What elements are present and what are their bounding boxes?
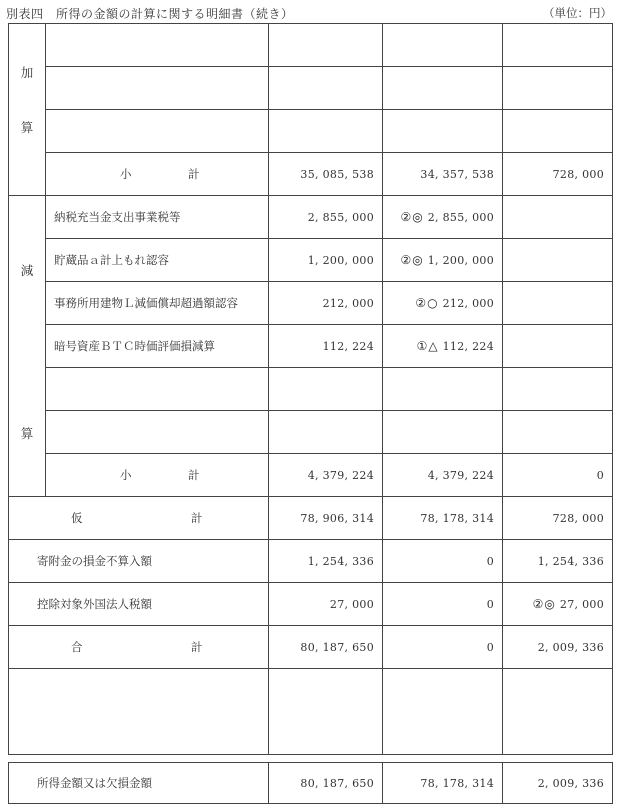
deduction-row-outflow	[503, 325, 613, 368]
classification-mark: ②○	[415, 296, 439, 310]
deduction-empty-label	[46, 411, 269, 454]
deduction-empty-total	[269, 411, 383, 454]
deduction-subtotal-row	[9, 454, 613, 497]
final-income-outflow: 2, 009, 336	[503, 763, 613, 804]
deduction-row-label: 事務所用建物Ｌ減価償却超過額認容	[46, 282, 269, 325]
table-gap	[9, 755, 613, 763]
addition-section-label	[9, 24, 46, 196]
deduction-row-outflow	[503, 196, 613, 239]
deduction-row	[9, 196, 613, 239]
deduction-row	[9, 325, 613, 368]
addition-subtotal-row	[9, 153, 613, 196]
addition-row-1-outflow	[503, 24, 613, 67]
deduction-row	[9, 282, 613, 325]
final-income-retained: 78, 178, 314	[383, 763, 503, 804]
deduction-row-retained: ②○ 212, 000	[383, 282, 503, 325]
addition-row-3-outflow	[503, 110, 613, 153]
addition-row-3-total	[269, 110, 383, 153]
donation-total: 1, 254, 336	[269, 540, 383, 583]
provisional-total-total: 78, 906, 314	[269, 497, 383, 540]
foreign-tax-retained: 0	[383, 583, 503, 626]
grand-total-label: 合 計	[9, 626, 269, 669]
addition-row-3-retained	[383, 110, 503, 153]
classification-mark: ②◎	[400, 210, 424, 224]
foreign-tax-row	[9, 583, 613, 626]
deduction-row	[9, 239, 613, 282]
deduction-empty-total	[269, 368, 383, 411]
addition-subtotal-label: 小 計	[46, 153, 269, 196]
form-title: 別表四 所得の金額の計算に関する明細書（続き）	[6, 7, 294, 21]
grand-total-retained: 0	[383, 626, 503, 669]
classification-mark: ①△	[416, 339, 439, 353]
blank-wide-label	[9, 669, 269, 755]
addition-row-1-total	[269, 24, 383, 67]
deduction-subtotal-label: 小 計	[46, 454, 269, 497]
final-income-label: 所得金額又は欠損金額	[9, 763, 269, 804]
addition-subtotal-total: 35, 085, 538	[269, 153, 383, 196]
grand-total-outflow: 2, 009, 336	[503, 626, 613, 669]
addition-row-2-retained	[383, 67, 503, 110]
donation-retained: 0	[383, 540, 503, 583]
deduction-section-label	[9, 196, 46, 497]
form-header	[0, 0, 622, 22]
deduction-row-label: 暗号資産ＢＴＣ時価評価損減算	[46, 325, 269, 368]
deduction-row-label: 貯蔵品ａ計上もれ認容	[46, 239, 269, 282]
deduction-subtotal-total: 4, 379, 224	[269, 454, 383, 497]
deduction-row-retained: ①△ 112, 224	[383, 325, 503, 368]
addition-char-1: 加	[20, 65, 34, 80]
deduction-empty-retained	[383, 368, 503, 411]
deduction-empty-label	[46, 368, 269, 411]
provisional-total-outflow: 728, 000	[503, 497, 613, 540]
addition-row-3-label	[46, 110, 269, 153]
income-calculation-table	[8, 23, 613, 804]
deduction-char-1: 減	[20, 263, 34, 278]
deduction-row-label: 納税充当金支出事業税等	[46, 196, 269, 239]
deduction-row-total: 112, 224	[269, 325, 383, 368]
final-income-row	[9, 763, 613, 804]
foreign-tax-total: 27, 000	[269, 583, 383, 626]
blank-wide-retained	[383, 669, 503, 755]
deduction-char-2: 算	[20, 426, 34, 441]
addition-subtotal-retained: 34, 357, 538	[383, 153, 503, 196]
deduction-row-outflow	[503, 239, 613, 282]
addition-row-1-retained	[383, 24, 503, 67]
classification-mark: ②◎	[400, 253, 424, 267]
foreign-tax-outflow: ②◎ 27, 000	[503, 583, 613, 626]
addition-char-2: 算	[20, 120, 34, 135]
classification-mark: ②◎	[532, 597, 556, 611]
provisional-total-retained: 78, 178, 314	[383, 497, 503, 540]
foreign-tax-label: 控除対象外国法人税額	[9, 583, 269, 626]
unit-label: （単位：円）	[543, 6, 612, 20]
deduction-row-retained: ②◎ 1, 200, 000	[383, 239, 503, 282]
final-income-total: 80, 187, 650	[269, 763, 383, 804]
deduction-empty-retained	[383, 411, 503, 454]
addition-subtotal-outflow: 728, 000	[503, 153, 613, 196]
donation-label: 寄附金の損金不算入額	[9, 540, 269, 583]
donation-row	[9, 540, 613, 583]
addition-row-2-label	[46, 67, 269, 110]
deduction-row-total: 2, 855, 000	[269, 196, 383, 239]
blank-wide-total	[269, 669, 383, 755]
deduction-empty-outflow	[503, 368, 613, 411]
deduction-row-total: 1, 200, 000	[269, 239, 383, 282]
grand-total-row	[9, 626, 613, 669]
provisional-total-label: 仮 計	[9, 497, 269, 540]
deduction-row-retained: ②◎ 2, 855, 000	[383, 196, 503, 239]
grand-total-total: 80, 187, 650	[269, 626, 383, 669]
deduction-empty-outflow	[503, 411, 613, 454]
donation-outflow: 1, 254, 336	[503, 540, 613, 583]
addition-row-1-label	[46, 24, 269, 67]
addition-row-2-outflow	[503, 67, 613, 110]
blank-wide-outflow	[503, 669, 613, 755]
deduction-row-total: 212, 000	[269, 282, 383, 325]
deduction-subtotal-outflow: 0	[503, 454, 613, 497]
deduction-row-outflow	[503, 282, 613, 325]
deduction-subtotal-retained: 4, 379, 224	[383, 454, 503, 497]
addition-row-2-total	[269, 67, 383, 110]
provisional-total-row	[9, 497, 613, 540]
